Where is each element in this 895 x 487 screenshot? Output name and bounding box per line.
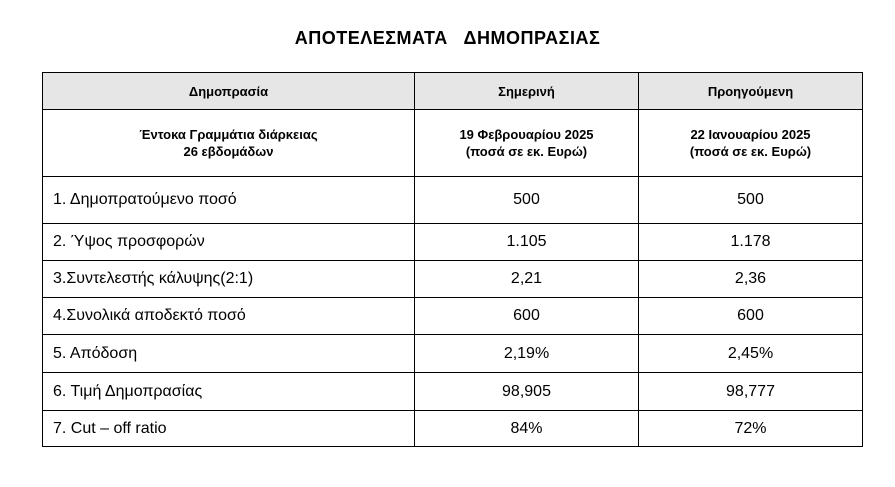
row-current-value: 2,19%	[415, 335, 639, 373]
row-label: 4.Συνολικά αποδεκτό ποσό	[43, 298, 415, 335]
row-current-value: 2,21	[415, 261, 639, 298]
table-row	[43, 298, 863, 335]
row-previous-value: 2,45%	[639, 335, 863, 373]
row-previous-value: 1.178	[639, 224, 863, 261]
current-unit: (ποσά σε εκ. Ευρώ)	[465, 144, 588, 159]
header-auction: Δημοπρασία	[43, 73, 415, 110]
instrument-line2: 26 εβδομάδων	[183, 144, 274, 159]
row-label: 5. Απόδοση	[43, 335, 415, 373]
row-current-value: 98,905	[415, 373, 639, 411]
row-previous-value: 98,777	[639, 373, 863, 411]
instrument-cell	[43, 110, 415, 177]
table-row	[43, 335, 863, 373]
previous-unit: (ποσά σε εκ. Ευρώ)	[689, 144, 812, 159]
row-current-value: 500	[415, 177, 639, 224]
row-label: 7. Cut – off ratio	[43, 411, 415, 447]
row-previous-value: 500	[639, 177, 863, 224]
row-previous-value: 2,36	[639, 261, 863, 298]
header-previous: Προηγούμενη	[639, 73, 863, 110]
row-previous-value: 600	[639, 298, 863, 335]
row-previous-value: 72%	[639, 411, 863, 447]
row-current-value: 600	[415, 298, 639, 335]
row-label: 6. Τιμή Δημοπρασίας	[43, 373, 415, 411]
row-label: 2. Ύψος προσφορών	[43, 224, 415, 261]
table-row	[43, 411, 863, 447]
row-label: 1. Δημοπρατούμενο ποσό	[43, 177, 415, 224]
previous-date-cell	[639, 110, 863, 177]
auction-results-table	[42, 72, 863, 447]
table-header-row	[43, 73, 863, 110]
previous-date: 22 Ιανουαρίου 2025	[690, 127, 811, 142]
row-current-value: 1.105	[415, 224, 639, 261]
header-current: Σημερινή	[415, 73, 639, 110]
instrument-line1: Έντοκα Γραμμάτια διάρκειας	[139, 127, 318, 142]
current-date-cell	[415, 110, 639, 177]
current-date: 19 Φεβρουαρίου 2025	[459, 127, 594, 142]
table-subheader-row	[43, 110, 863, 177]
table-row	[43, 224, 863, 261]
table-row	[43, 177, 863, 224]
table-row	[43, 373, 863, 411]
row-current-value: 84%	[415, 411, 639, 447]
row-label: 3.Συντελεστής κάλυψης(2:1)	[43, 261, 415, 298]
page-title: ΑΠΟΤΕΛΕΣΜΑΤΑ ΔΗΜΟΠΡΑΣΙΑΣ	[294, 28, 601, 48]
table-row	[43, 261, 863, 298]
